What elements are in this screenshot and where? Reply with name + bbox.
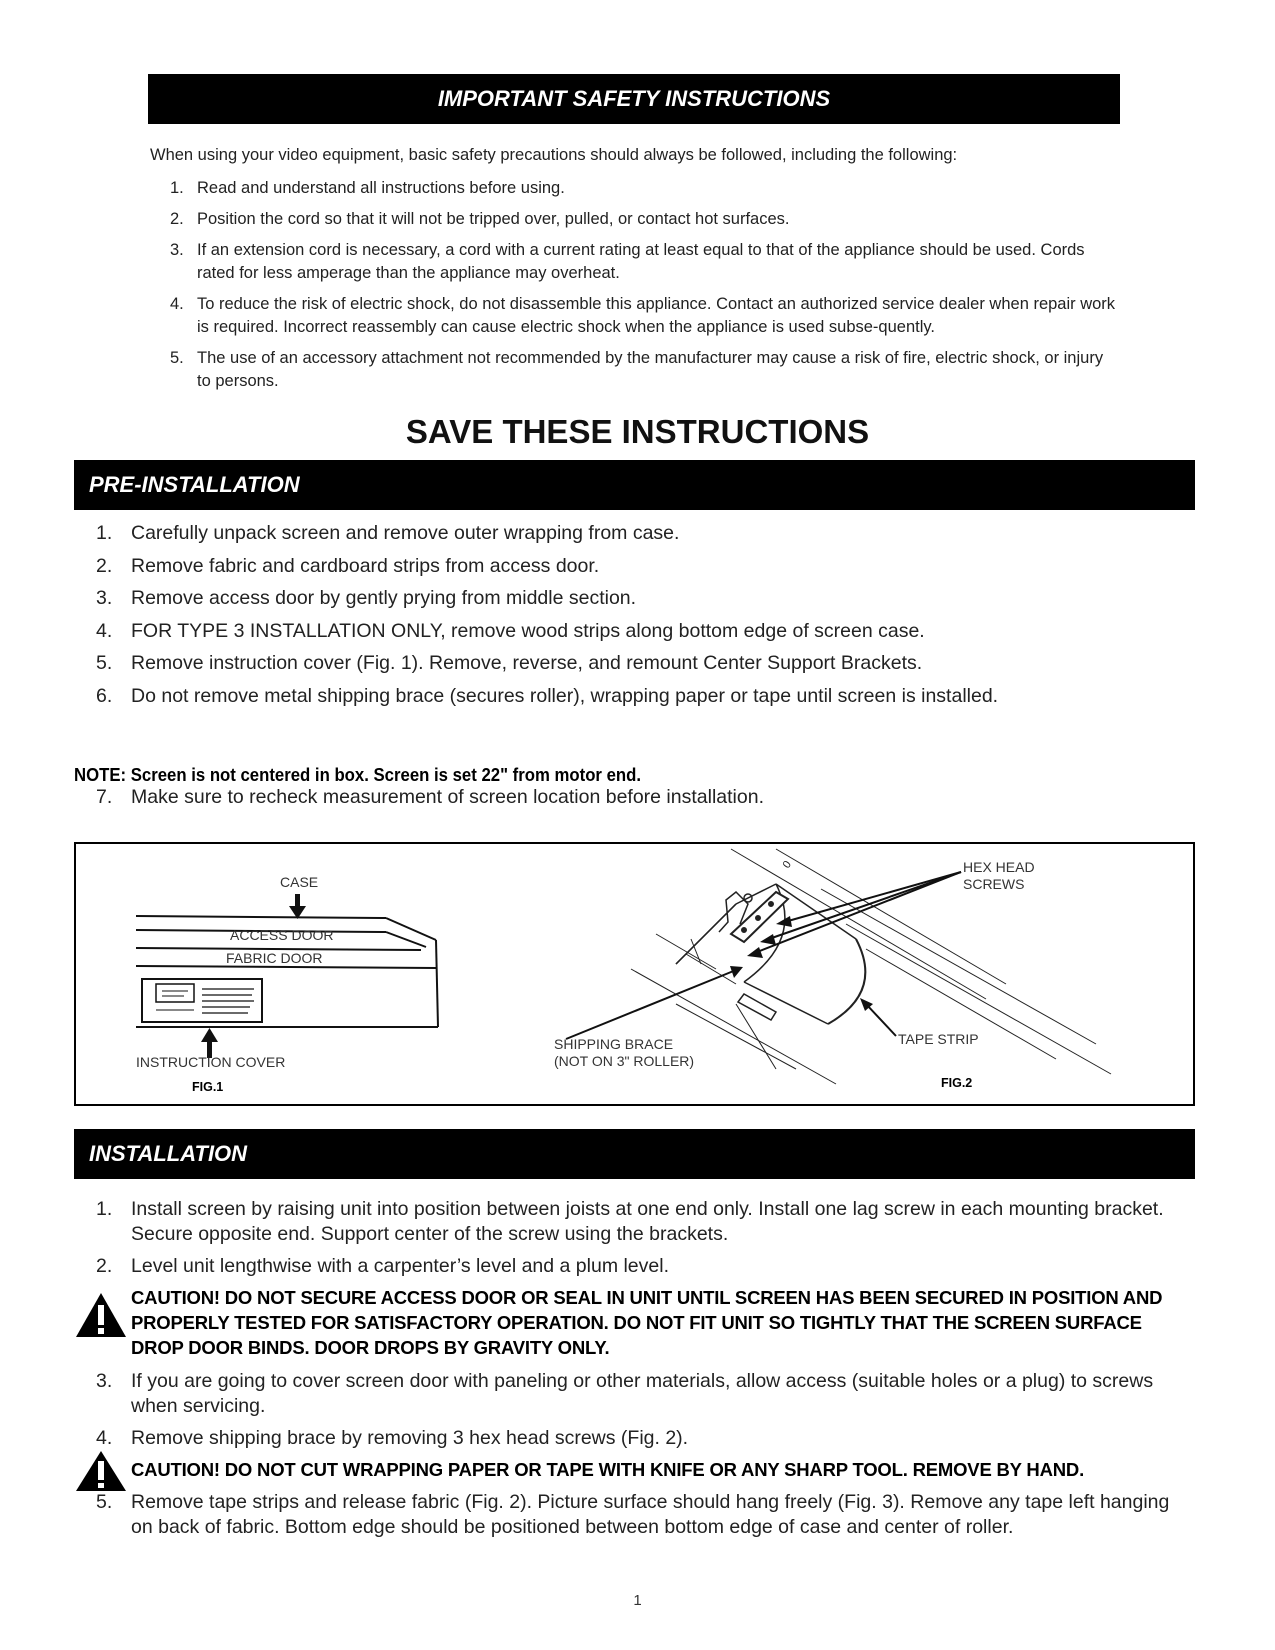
pre-installation-title: PRE-INSTALLATION <box>89 472 300 497</box>
safety-title-bar <box>148 74 1120 124</box>
list-item: 6. Do not remove metal shipping brace (secures roller), wrapping paper or tape until screen is installed. <box>96 684 999 707</box>
pre-installation-steps <box>74 521 1184 709</box>
installation-bar <box>74 1129 1195 1179</box>
list-item: 2. Position the cord so that it will not be tripped over, pulled, or contact hot surfaces. <box>170 210 790 228</box>
save-instructions-heading: SAVE THESE INSTRUCTIONS <box>405 413 870 450</box>
fig2-label-shipping-brace: SHIPPING BRACE <box>554 1036 674 1052</box>
list-item: 1. Read and understand all instructions before using. <box>170 179 565 197</box>
installation-steps-b <box>74 1369 1184 1451</box>
installation-title: INSTALLATION <box>89 1141 248 1166</box>
list-item: 4. FOR TYPE 3 INSTALLATION ONLY, remove wood strips along bottom edge of screen case. <box>96 619 925 642</box>
caution-block-2 <box>74 1457 1189 1482</box>
list-item: 5. Remove tape strips and release fabric (Fig. 2). Picture surface should hang freely (Fig. 3). Remove any tape left hanging on back of fabric. Bottom edge should be positioned between bottom edge of case and center of roller. <box>96 1491 1170 1538</box>
svg-text:0: 0 <box>780 858 794 871</box>
warning-icon <box>74 1449 128 1493</box>
fig2-label-shipping-brace-note: (NOT ON 3" ROLLER) <box>554 1053 695 1069</box>
fig2-label-hex-head: HEX HEAD <box>963 859 1035 875</box>
fig1-label-fabric-door: FABRIC DOOR <box>226 950 323 966</box>
figure-box <box>74 842 1195 1106</box>
safety-title: IMPORTANT SAFETY INSTRUCTIONS <box>437 86 831 111</box>
list-item: 3. If you are going to cover screen door with paneling or other materials, allow access (suitable holes or a plug) to screws when servicing. <box>96 1370 1154 1417</box>
list-item: 1. Carefully unpack screen and remove outer wrapping from case. <box>96 522 680 544</box>
list-item: 7. Make sure to recheck measurement of screen location before installation. <box>96 786 764 808</box>
safety-list <box>150 177 1118 401</box>
caution-text-2: CAUTION! DO NOT CUT WRAPPING PAPER OR TAPE WITH KNIFE OR ANY SHARP TOOL. REMOVE BY HAND. <box>131 1459 1085 1480</box>
fig2-roller-drawing <box>631 849 1111 1084</box>
fig1-caption: FIG.1 <box>192 1080 224 1094</box>
page-number: 1 <box>633 1592 642 1609</box>
fig2-caption: FIG.2 <box>941 1076 973 1090</box>
list-item: 5. Remove instruction cover (Fig. 1). Remove, reverse, and remount Center Support Brackets. <box>96 652 923 674</box>
list-item: 4. Remove shipping brace by removing 3 hex head screws (Fig. 2). <box>96 1427 689 1449</box>
warning-icon <box>74 1291 128 1339</box>
safety-intro: When using your video equipment, basic safety precautions should always be followed, including the following: <box>150 146 958 164</box>
list-item: 4. To reduce the risk of electric shock, do not disassemble this appliance. Contact an authorized service dealer when repair work is required. Incorrect reassembly can cause electric shock when the appliance is used subse-quently. <box>170 295 1116 336</box>
fig2-label-screws: SCREWS <box>963 876 1025 892</box>
fig1-label-instruction-cover: INSTRUCTION COVER <box>136 1054 286 1070</box>
fig2-label-tape-strip: TAPE STRIP <box>898 1031 979 1047</box>
list-item: 5. The use of an accessory attachment not recommended by the manufacturer may cause a risk of fire, electric shock, or injury to persons. <box>170 349 1104 390</box>
note-text: NOTE: Screen is not centered in box. Screen is set 22" from motor end. <box>74 765 642 785</box>
installation-steps-a <box>74 1197 1184 1279</box>
pre-installation-step7 <box>74 785 1184 810</box>
caution-block-1 <box>74 1285 1189 1360</box>
list-item: 2. Level unit lengthwise with a carpenter’s level and a plum level. <box>96 1255 670 1277</box>
fig1-arrows <box>201 894 306 1058</box>
installation-steps-c <box>74 1490 1184 1540</box>
fig1-label-access-door: ACCESS DOOR <box>230 927 334 943</box>
list-item: 1. Install screen by raising unit into position between joists at one end only. Install one lag screw in each mounting bracket. Secure opposite end. Support center of the screw using the brackets. <box>96 1198 1164 1245</box>
caution-text-1: CAUTION! DO NOT SECURE ACCESS DOOR OR SEAL IN UNIT UNTIL SCREEN HAS BEEN SECURED IN POSITION AND PROPERLY TESTED FOR SATISFACTORY OPERATION. DO NOT FIT UNIT SO TIGHTLY THAT THE SCREEN SURFACE DROP DOOR BINDS. DOOR DROPS BY GRAVITY ONLY. <box>131 1287 1163 1358</box>
list-item: 2. Remove fabric and cardboard strips from access door. <box>96 554 600 577</box>
pre-installation-bar <box>74 460 1195 510</box>
list-item: 3. Remove access door by gently prying from middle section. <box>96 587 637 609</box>
fig1-label-case: CASE <box>280 874 319 890</box>
list-item: 3. If an extension cord is necessary, a cord with a current rating at least equal to that of the appliance should be used. Cords rated for less amperage than the appliance may overheat. <box>170 241 1085 282</box>
